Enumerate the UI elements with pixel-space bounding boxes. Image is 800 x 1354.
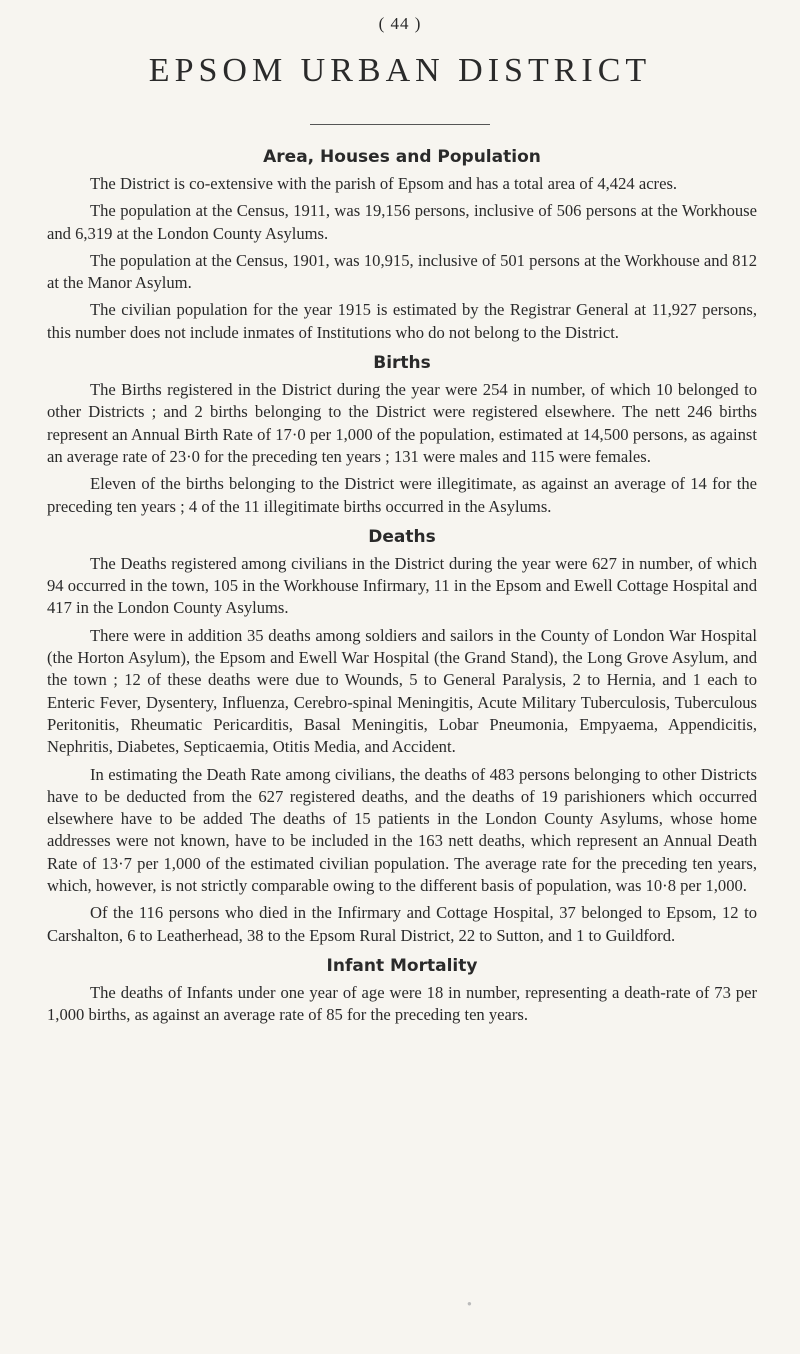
paragraph: The population at the Census, 1901, was 10,915, inclusive of 501 persons at the Workhouse and 812 at the Manor Asylum. [47,250,757,293]
paragraph: In estimating the Death Rate among civilians, the deaths of 483 persons belonging to other Districts have to be deducted from the 627 registered deaths, and the deaths of 19 parishioners which occurred elsewhere have to be added The deaths of 15 patients in the London County Asylums, whose home addresses were not known, have to be included in the 163 nett deaths, which represent an Annual Death Rate of 13·7 per 1,000 of the estimated civilian population. The average rate for the preceding ten years, which, however, is not strictly comparable owing to the different basis of population, was 10·8 per 1,000. [47,764,757,896]
paragraph: There were in addition 35 deaths among soldiers and sailors in the County of London War Hospital (the Horton Asylum), the Epsom and Ewell War Hospital (the Grand Stand), the Long Grove Asylum, and the town ; 12 of these deaths were due to Wounds, 5 to General Paralysis, 2 to Hernia, and 1 each to Enteric Fever, Dysentery, Influenza, Cerebro-spinal Meningitis, Acute Military Tuberculosis, Tuberculous Peritonitis, Rheumatic Pericarditis, Basal Meningitis, Lobar Pneumonia, Empyaema, Appendicitis, Nephritis, Diabetes, Septicaemia, Otitis Media, and Accident. [47,625,757,757]
paragraph: The population at the Census, 1911, was 19,156 persons, inclusive of 506 persons at the Workhouse and 6,319 at the London County Asylums. [47,201,757,243]
section-heading-area: Area, Houses and Population [263,147,541,167]
section-area [47,146,757,344]
page-title: EPSOM URBAN DISTRICT [148,52,652,89]
paragraph: Of the 116 persons who died in the Infirmary and Cottage Hospital, 37 belonged to Epsom, 12 to Carshalton, 6 to Leatherhead, 38 to the Epsom Rural District, 22 to Sutton, and 1 to Guildford. [47,903,757,945]
print-speck: ● [467,1299,472,1308]
paragraph: The District is co-extensive with the parish of Epsom and has a total area of 4,424 acres. [90,174,678,193]
paragraph: Eleven of the births belonging to the District were illegitimate, as against an average of 14 for the preceding ten years ; 4 of the 11 illegitimate births occurred in the Asylums. [47,474,757,516]
title-divider [310,124,490,125]
paragraph: The civilian population for the year 1915 is estimated by the Registrar General at 11,927 persons, this number does not include inmates of Institutions who do not belong to the District. [47,300,757,342]
section-heading-infant-mortality: Infant Mortality [326,955,478,976]
paragraph: The deaths of Infants under one year of age were 18 in number, representing a death-rate of 73 per 1,000 births, as against an average rate of 85 for the preceding ten years. [47,982,757,1025]
paragraph: The Deaths registered among civilians in the District during the year were 627 in number, of which 94 occurred in the town, 105 in the Workhouse Infirmary, 11 in the Epsom and Ewell Cottage Hospital and 417 in the London County Asylums. [47,553,757,618]
section-heading-births: Births [373,353,431,374]
section-deaths [47,526,757,947]
document-body [47,146,757,1032]
section-heading-deaths: Deaths [368,526,436,547]
section-births [47,352,757,518]
page-number: ( 44 ) [378,14,422,33]
section-infant-mortality [47,955,757,1027]
paragraph: The Births registered in the District during the year were 254 in number, of which 10 belonged to other Districts ; and 2 births belonging to the District were registered elsewhere. The nett 246 births represent an Annual Birth Rate of 17·0 per 1,000 of the population, estimated at 14,500 persons, as against an average rate of 23·0 for the preceding ten years ; 131 were males and 115 were females. [47,380,757,466]
